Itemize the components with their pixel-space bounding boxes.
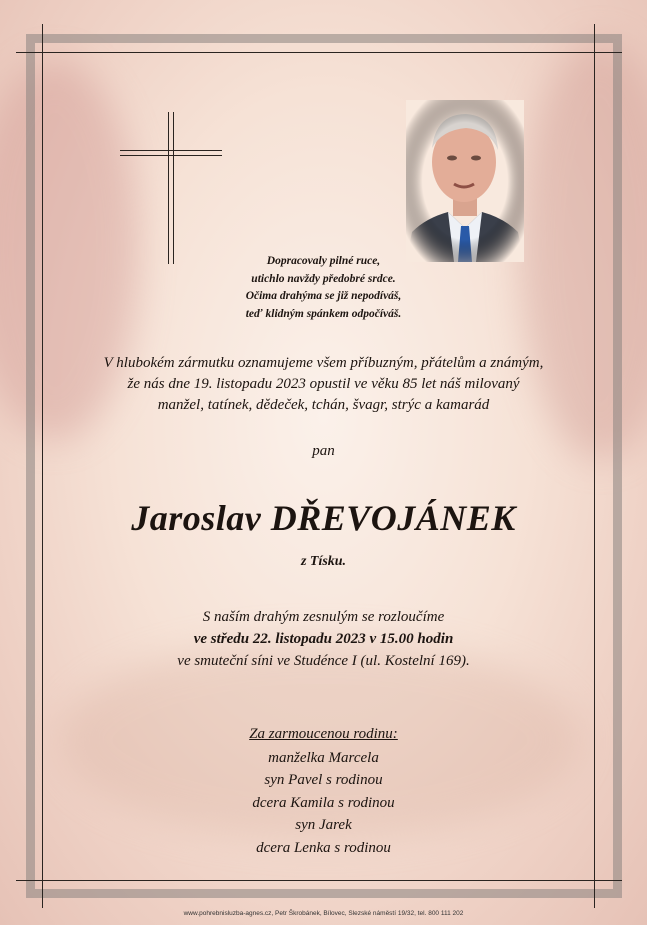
announcement-line: že nás dne 19. listopadu 2023 opustil ve věku 85 let náš milovaný xyxy=(127,376,520,392)
family-member: syn Pavel s rodinou xyxy=(264,772,383,788)
funeral-service-footer: www.pohrebnisluzba-agnes.cz, Petr Škrobánek, Bílovec, Slezské náměstí 19/32, tel. 800 111 202 xyxy=(183,910,464,917)
family-member: dcera Lenka s rodinou xyxy=(256,839,391,856)
funeral-details xyxy=(0,606,647,672)
family-member: syn Jarek xyxy=(295,817,352,833)
mourning-family xyxy=(0,723,647,859)
announcement-line: manžel, tatínek, dědeček, tchán, švagr, strýc a kamarád xyxy=(157,397,490,413)
family-member: manželka Marcela xyxy=(268,749,379,766)
poem-line: Očima drahýma se již nepodíváš, xyxy=(245,290,402,302)
poem-line: utichlo navždy předobré srdce. xyxy=(251,272,396,285)
portrait-photo xyxy=(406,100,524,262)
poem-line: Dopracovaly pilné ruce, xyxy=(266,255,381,267)
funeral-intro: S naším drahým zesnulým se rozloučíme xyxy=(202,609,445,625)
announcement-line: V hlubokém zármutku oznamujeme všem příbuzným, přátelům a známým, xyxy=(103,355,544,371)
salutation: pan xyxy=(312,443,335,459)
announcement-text xyxy=(0,353,647,416)
border-line-bottom xyxy=(16,880,622,881)
funeral-date-time: ve středu 22. listopadu 2023 v 15.00 hodin xyxy=(193,631,454,647)
family-heading: Za zarmoucenou rodinu: xyxy=(249,726,398,742)
poem-line: teď klidným spánkem odpočíváš. xyxy=(245,307,402,320)
border-line-top xyxy=(16,52,622,53)
family-member: dcera Kamila s rodinou xyxy=(252,794,395,811)
poem xyxy=(0,253,647,323)
funeral-location: ve smuteční síni ve Studénce I (ul. Kostelní 169). xyxy=(177,653,470,669)
deceased-origin: z Tísku. xyxy=(300,554,347,569)
deceased-name: Jaroslav DŘEVOJÁNEK xyxy=(131,498,516,538)
